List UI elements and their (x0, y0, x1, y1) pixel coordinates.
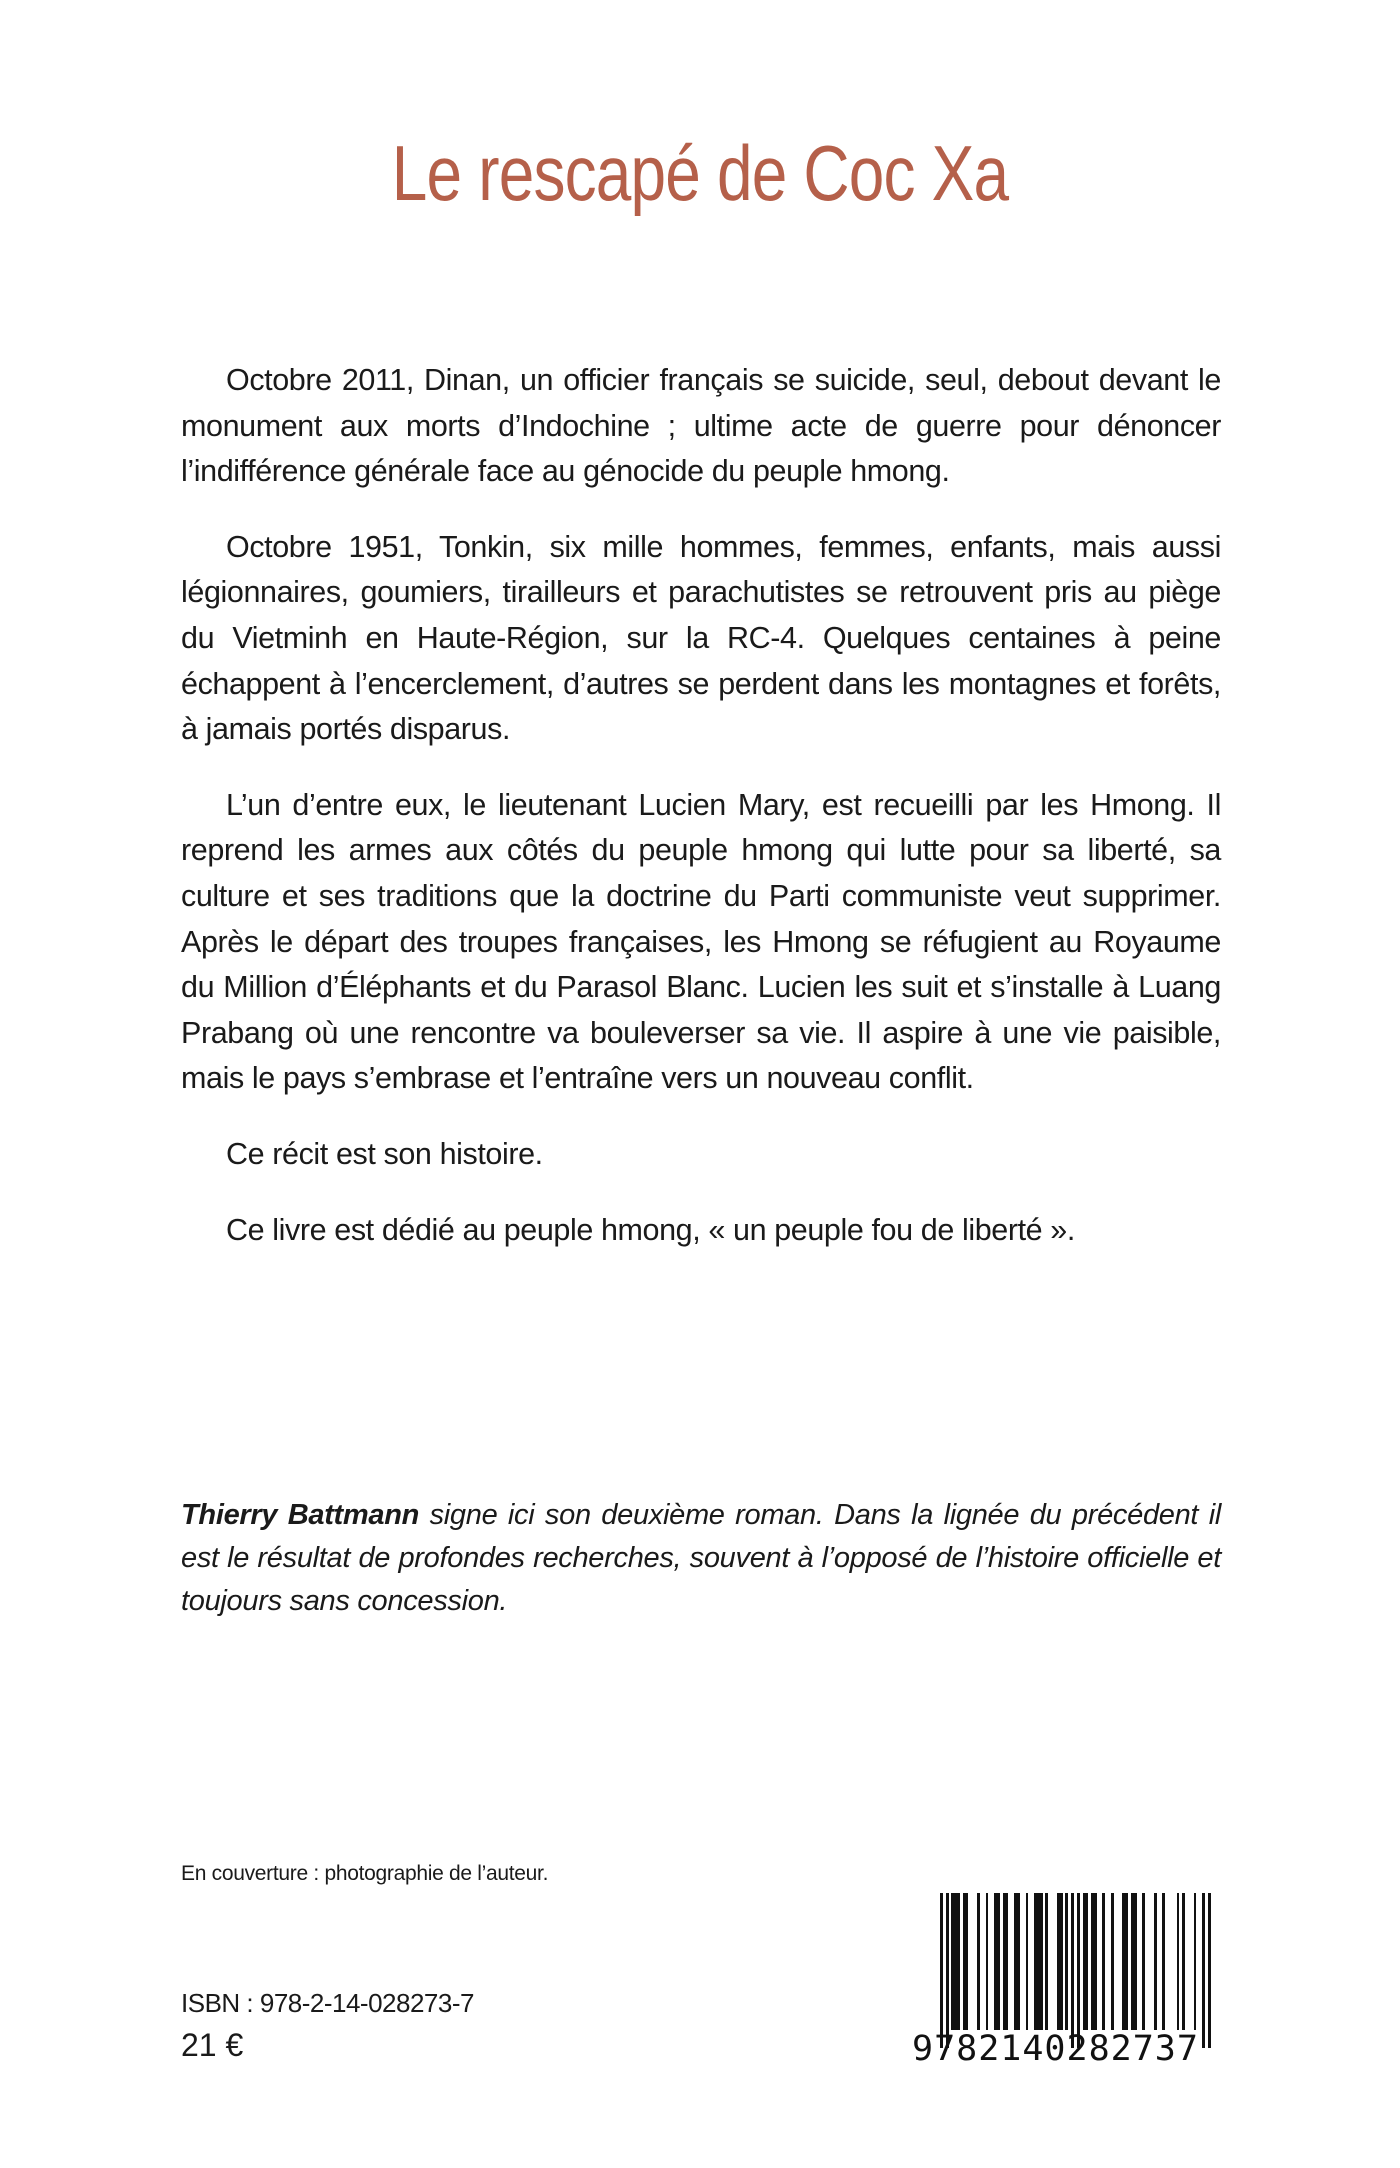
barcode-digits: 9782140282737 (912, 2029, 1199, 2069)
barcode-bar (1045, 1893, 1048, 2030)
barcode-bar (1026, 1893, 1029, 2030)
book-title: Le rescapé de Coc Xa (391, 129, 1009, 217)
barcode-bar (1125, 1893, 1128, 2030)
barcode (912, 1893, 1220, 2069)
cover-credit: En couverture : photographie de l’auteur. (181, 1862, 549, 1885)
synopsis-paragraph: Ce livre est dédié au peuple hmong, « un peuple fou de liberté ». (226, 1212, 1075, 1247)
barcode-bar (1202, 1893, 1205, 2048)
barcode-bar (1060, 1893, 1063, 2030)
isbn: ISBN : 978-2-14-028273-7 (181, 1988, 474, 2018)
barcode-bar (1094, 1893, 1097, 2030)
barcode-bar (986, 1893, 989, 2030)
synopsis (181, 358, 1221, 1283)
barcode-bar (1177, 1893, 1180, 2030)
barcode-bar (940, 1893, 943, 2048)
barcode-bar (1111, 1893, 1114, 2030)
barcode-bar (1102, 1893, 1105, 2030)
barcode-bar (1065, 1893, 1068, 2030)
barcode-bar (1142, 1893, 1145, 2030)
author-bio-text: signe ici son deuxième roman. Dans la lignée du précédent il est le résultat de profondes recherches, souvent à l’opposé de l’histoire officielle et toujours sans concession. (181, 1499, 1221, 1617)
barcode-bar (1017, 1893, 1020, 2030)
barcode-bar (1006, 1893, 1009, 2030)
barcode-bar (1182, 1893, 1185, 2030)
author-name: Thierry Battmann (181, 1499, 420, 1531)
barcode-bar (1154, 1893, 1157, 2030)
barcode-bar (957, 1893, 960, 2030)
barcode-bar (1134, 1893, 1137, 2030)
barcode-bar (946, 1893, 949, 2048)
barcode-bar (997, 1893, 1000, 2030)
barcode-bar (1077, 1893, 1080, 2048)
synopsis-paragraph: Octobre 2011, Dinan, un officier français se suicide, seul, debout devant le monument aux morts d’Indochine ; ultime acte de guerre pour dénoncer l’indifférence générale face au génocide du peuple hmong. (181, 363, 1221, 489)
synopsis-paragraph: Ce récit est son histoire. (226, 1136, 543, 1171)
barcode-bar (977, 1893, 980, 2030)
author-bio (181, 1494, 1221, 1623)
barcode-bar (1085, 1893, 1088, 2030)
price: 21 € (181, 2027, 244, 2063)
barcode-bar (1040, 1893, 1043, 2030)
synopsis-paragraph: L’un d’entre eux, le lieutenant Lucien Mary, est recueilli par les Hmong. Il reprend les armes aux côtés du peuple hmong qui lutte pour sa liberté, sa culture et ses traditions que la doctrine du Parti communiste veut supprimer. Après le départ des troupes françaises, les Hmong se réfugient au Royaume du Million d’Éléphants et du Parasol Blanc. Lucien les suit et s’installe à Luang Prabang où une rencontre va bouleverser sa vie. Il aspire à une vie paisible, mais le pays s’embrase et l’entraîne vers un nouveau conflit. (181, 787, 1221, 1096)
barcode-bar (1071, 1893, 1074, 2048)
synopsis-paragraph: Octobre 1951, Tonkin, six mille hommes, femmes, enfants, mais aussi légionnaires, goumiers, tirailleurs et parachutistes se retrouvent pris au piège du Vietminh en Haute-Région, sur la RC-4. Quelques centaines à peine échappent à l’encerclement, d’autres se perdent dans les montagnes et forêts, à jamais portés disparus. (181, 529, 1221, 747)
barcode-bar (966, 1893, 969, 2030)
barcode-bar (1162, 1893, 1165, 2030)
barcode-bar (1208, 1893, 1211, 2048)
barcode-bar (1194, 1893, 1197, 2030)
